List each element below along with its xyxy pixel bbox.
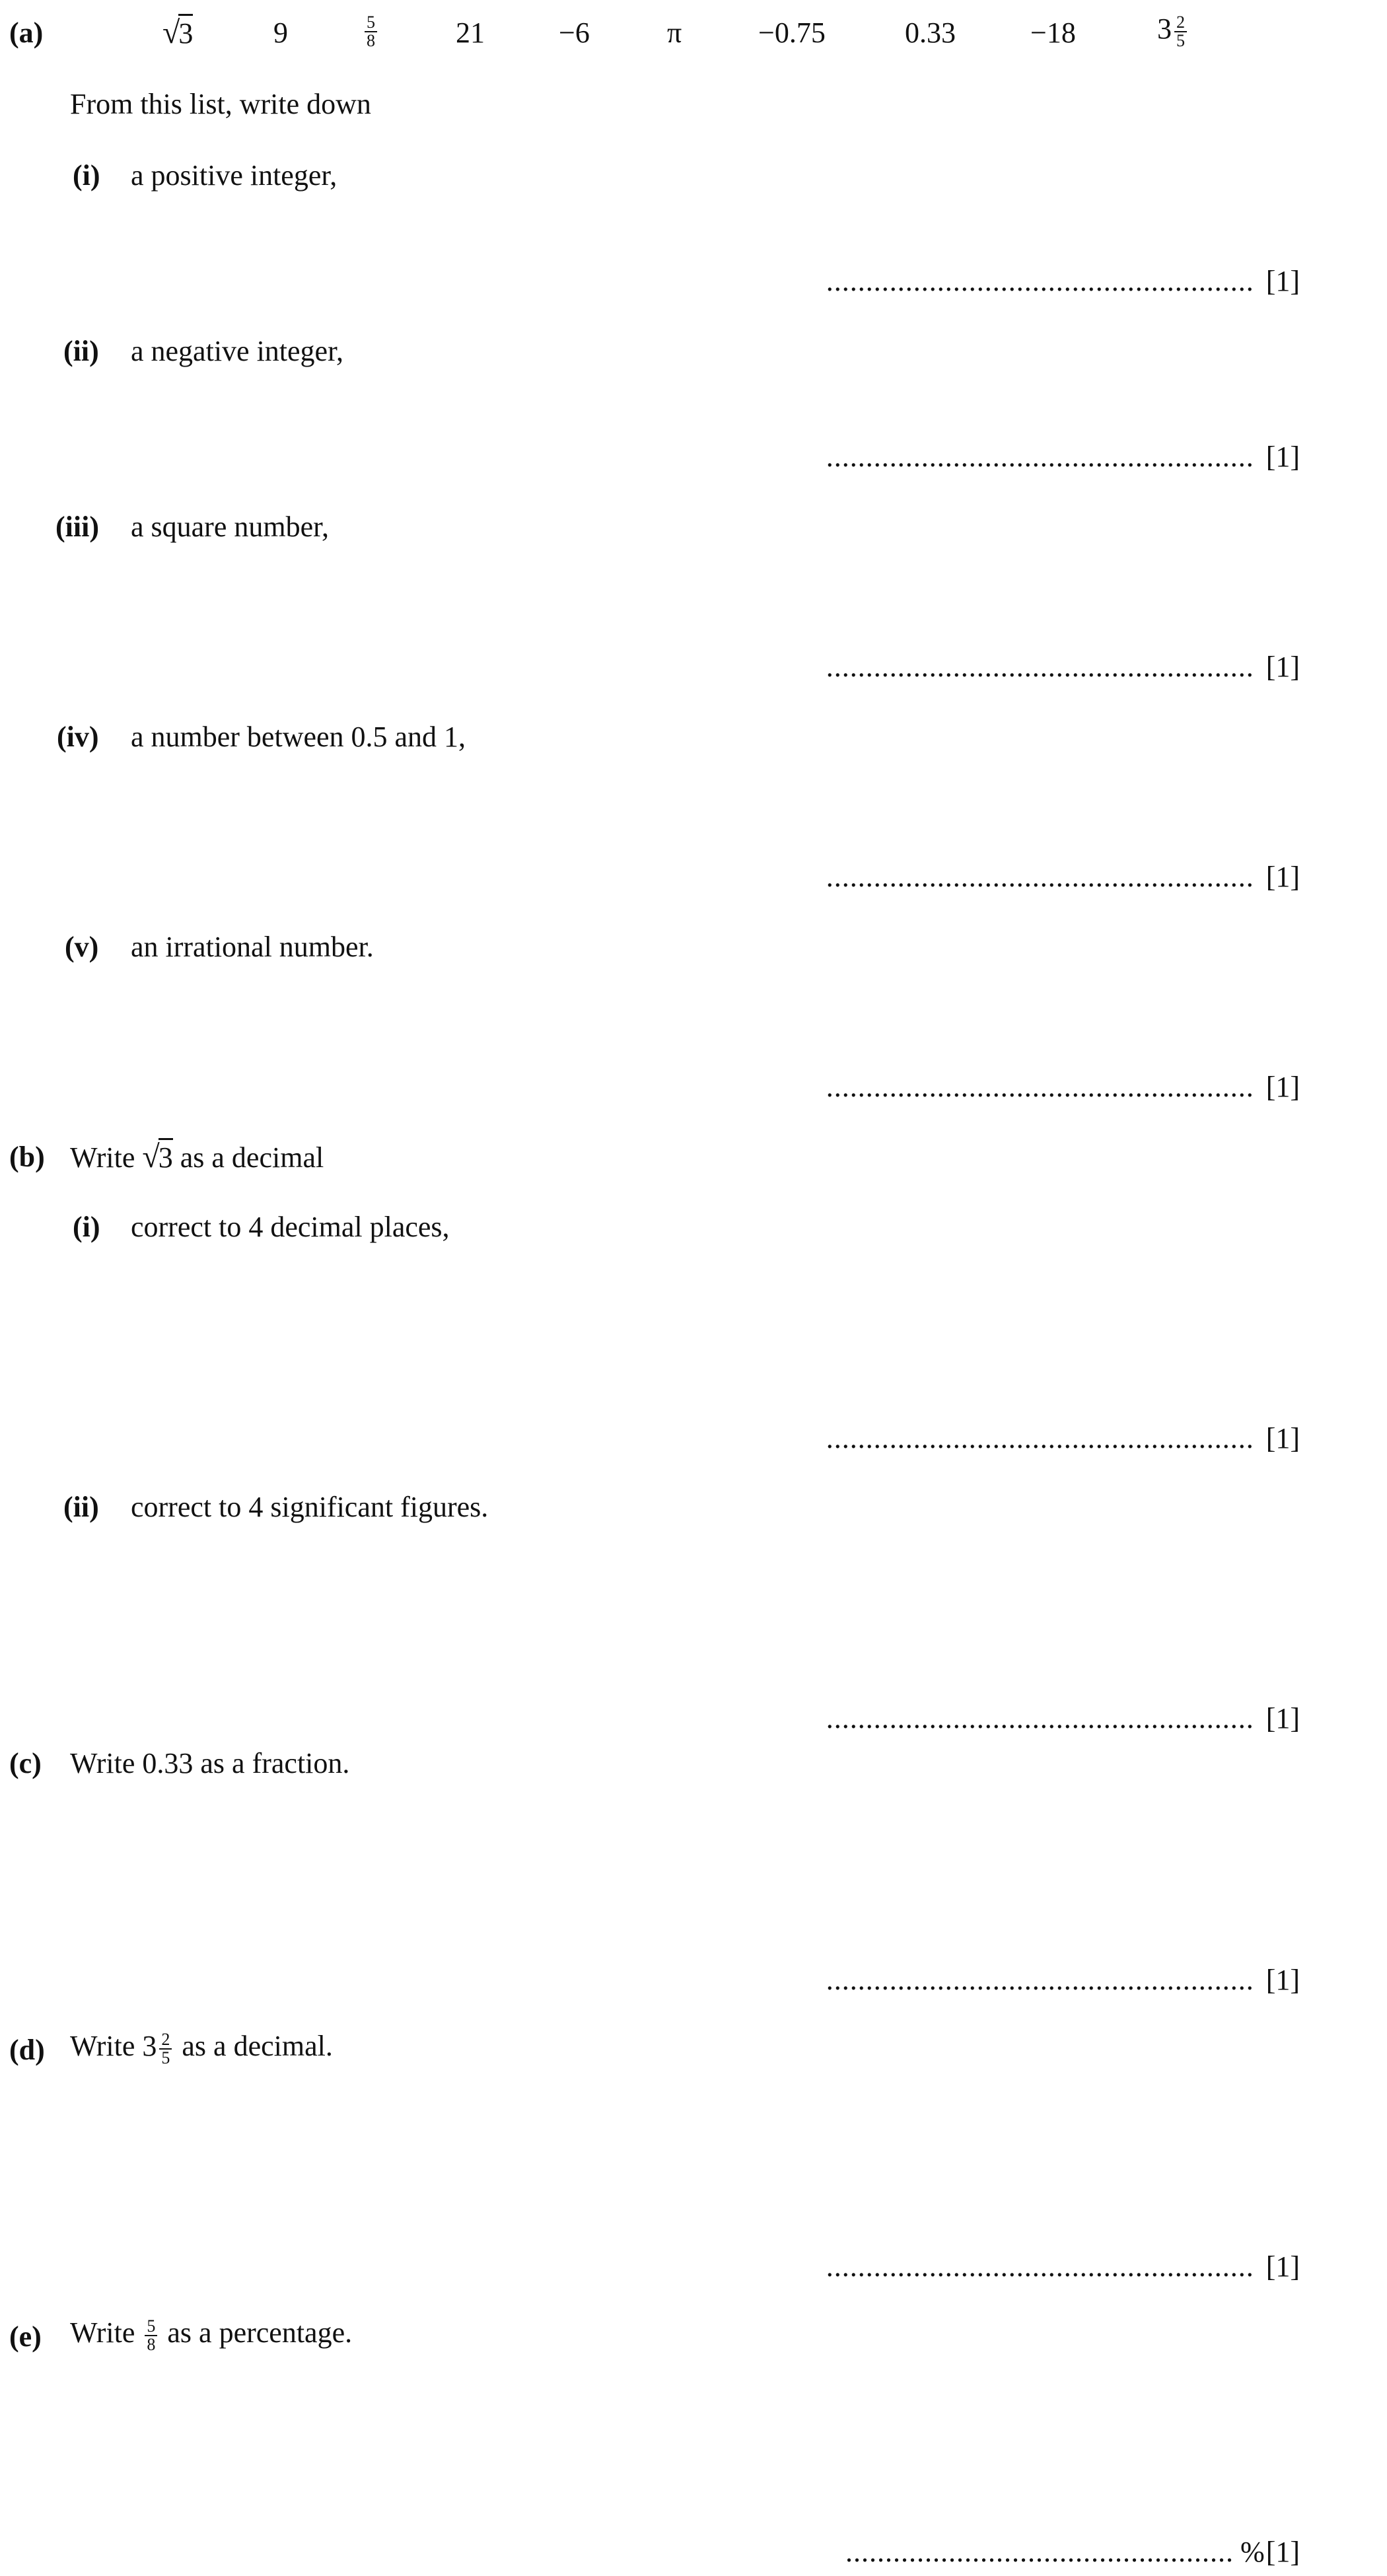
fraction-denominator: 8: [367, 30, 375, 50]
fraction-numerator: 5: [365, 14, 377, 32]
instruction: From this list, write down: [70, 88, 371, 120]
item-text: correct to 4 significant figures.: [131, 1491, 489, 1523]
item-label: (iii): [55, 511, 99, 543]
list-item-neg18: −18: [1030, 17, 1076, 49]
list-item-five-eighths: [362, 12, 380, 50]
list-item-033: 0.33: [905, 17, 956, 49]
item-label: (v): [65, 931, 99, 963]
item-text: a square number,: [131, 511, 330, 543]
mixed-whole: 3: [1157, 13, 1172, 45]
answer-line[interactable]: ...................................................... [1]: [826, 265, 1300, 297]
mixed-whole: 3: [142, 2030, 157, 2062]
fraction-numerator: 2: [159, 2031, 172, 2050]
fraction-denominator: 5: [1176, 30, 1185, 50]
mark: [1]: [1265, 861, 1300, 893]
percent-sign: %: [1240, 2536, 1265, 2568]
list-item-9: 9: [273, 17, 288, 49]
answer-line[interactable]: ...................................................... [1]: [826, 1702, 1300, 1735]
part-e-text-after: as a percentage.: [167, 2316, 353, 2349]
mark: [1]: [1265, 441, 1300, 473]
part-d-question: [70, 2029, 333, 2067]
part-e-question: [70, 2316, 352, 2353]
part-a-label: (a): [9, 17, 44, 49]
part-b-text-after: as a decimal: [180, 1141, 324, 1174]
list-item-mixed-3-2-5: [1157, 12, 1190, 50]
radicand: 3: [159, 1138, 173, 1174]
item-text: correct to 4 decimal places,: [131, 1211, 450, 1243]
part-e-label: (e): [9, 2320, 42, 2353]
answer-line-percent[interactable]: ................................................. %[1]: [845, 2536, 1300, 2568]
mark: [1]: [1265, 1964, 1300, 1996]
item-label: (ii): [63, 1491, 99, 1523]
mark: [1]: [1265, 2250, 1300, 2283]
item-label: (i): [73, 1211, 100, 1243]
answer-line[interactable]: ...................................................... [1]: [826, 2250, 1300, 2283]
radical-sign-icon: √: [142, 1139, 160, 1174]
part-c-question: Write 0.33 as a fraction.: [70, 1747, 350, 1779]
list-item-neg6: −6: [559, 17, 590, 49]
answer-line[interactable]: ...................................................... [1]: [826, 1964, 1300, 1996]
fraction-numerator: 5: [145, 2318, 157, 2336]
part-c-label: (c): [9, 1747, 42, 1779]
mark: [1]: [1265, 1422, 1300, 1454]
radical-sign-icon: √: [162, 15, 180, 50]
part-d-text-after: as a decimal.: [182, 2030, 333, 2062]
list-item-sqrt3: [162, 16, 193, 51]
item-text: an irrational number.: [131, 931, 374, 963]
list-item-21: 21: [456, 17, 485, 49]
mark: [1]: [1265, 1071, 1300, 1103]
part-b-text-before: Write: [70, 1141, 135, 1174]
fraction-numerator: 2: [1174, 14, 1187, 32]
item-label: (iv): [57, 721, 99, 753]
item-label: (i): [73, 159, 100, 192]
radicand: 3: [178, 14, 193, 50]
item-text: a number between 0.5 and 1,: [131, 721, 466, 753]
list-item-pi: π: [667, 17, 682, 49]
mark: [1]: [1265, 265, 1300, 297]
fraction-denominator: 5: [161, 2048, 170, 2067]
answer-line[interactable]: ...................................................... [1]: [826, 441, 1300, 473]
item-text: a negative integer,: [131, 335, 343, 367]
mark: [1]: [1265, 1702, 1300, 1735]
part-e-text-before: Write: [70, 2316, 135, 2349]
answer-line[interactable]: ...................................................... [1]: [826, 1071, 1300, 1103]
list-item-neg075: −0.75: [758, 17, 826, 49]
part-b-label: (b): [9, 1141, 45, 1173]
answer-line[interactable]: ...................................................... [1]: [826, 651, 1300, 683]
fraction-denominator: 8: [147, 2334, 156, 2354]
part-b-question: [70, 1140, 324, 1175]
answer-line[interactable]: ...................................................... [1]: [826, 861, 1300, 893]
part-d-text-before: Write: [70, 2030, 135, 2062]
part-d-label: (d): [9, 2034, 45, 2066]
item-label: (ii): [63, 335, 99, 367]
mark: [1]: [1265, 2536, 1300, 2568]
answer-line[interactable]: ...................................................... [1]: [826, 1422, 1300, 1454]
mark: [1]: [1265, 651, 1300, 683]
item-text: a positive integer,: [131, 159, 338, 192]
